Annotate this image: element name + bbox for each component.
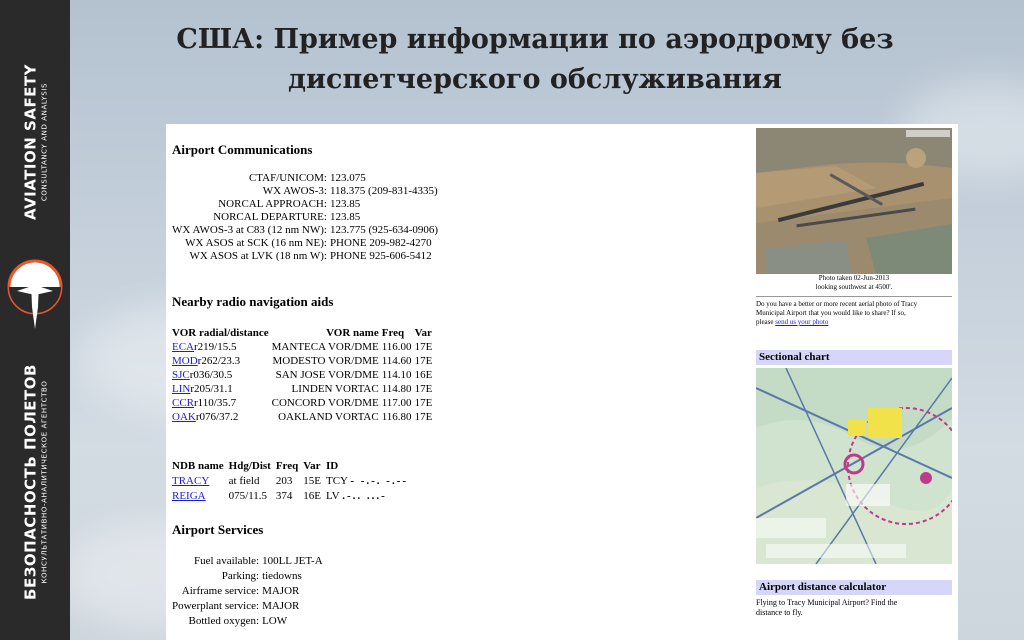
ndb-morse: .-.. ...- — [342, 490, 387, 502]
service-label: Airframe service: — [181, 585, 260, 597]
brand-top-main: AVIATION SAFETY — [21, 63, 40, 221]
photo-caption-line2: looking southwest at 4500'. — [815, 283, 893, 291]
vor-name: MANTECA VOR/DME — [271, 341, 379, 353]
photo-caption — [756, 274, 952, 292]
service-label: Parking: — [221, 570, 260, 582]
communications-heading: Airport Communications — [172, 142, 313, 157]
photo-caption-line1: Photo taken 02-Jun-2013 — [818, 274, 890, 282]
ndb-id: LV — [325, 490, 340, 502]
vor-id-link[interactable]: SJC — [172, 369, 190, 381]
services-table — [172, 554, 323, 629]
vor-var: 17E — [414, 341, 433, 353]
ndb-freq: 374 — [275, 490, 293, 502]
service-label: Powerplant service: — [172, 600, 260, 612]
comm-label: NORCAL DEPARTURE: — [213, 211, 327, 223]
vor-var: 17E — [414, 355, 433, 367]
vor-var-header: Var — [414, 327, 432, 339]
table-row — [172, 211, 438, 224]
table-row — [172, 396, 435, 410]
comm-value: 123.85 — [329, 211, 361, 223]
vor-freq: 117.00 — [381, 397, 412, 409]
table-row — [172, 614, 323, 629]
brand-sidebar — [0, 0, 70, 640]
divider — [756, 296, 952, 297]
ndb-id: TCY — [325, 475, 348, 487]
comm-value: 123.775 (925-634-0906) — [329, 224, 439, 236]
table-row — [172, 410, 435, 424]
sectional-chart-heading: Sectional chart — [756, 350, 952, 365]
table-row — [172, 382, 435, 396]
calc-text-line1: Flying to Tracy Municipal Airport? Find the — [756, 598, 898, 607]
ndb-name-link[interactable]: TRACY — [172, 475, 210, 487]
comm-value: 118.375 (209-831-4335) — [329, 185, 438, 197]
table-row — [172, 172, 438, 185]
ndb-hdg: 075/11.5 — [228, 490, 268, 502]
table-row — [172, 599, 323, 614]
vor-radial: r076/37.2 — [195, 411, 239, 423]
send-photo-link[interactable]: send us your photo — [775, 318, 829, 326]
table-row — [172, 185, 438, 198]
ndb-hdg-header: Hdg/Dist — [228, 460, 271, 472]
vor-var: 17E — [414, 383, 433, 395]
brand-top-text — [22, 64, 49, 220]
ndb-name-link[interactable]: REIGA — [172, 490, 206, 502]
table-row — [172, 237, 438, 250]
vor-var: 16E — [414, 369, 433, 381]
vor-id-link[interactable]: LIN — [172, 383, 191, 395]
comm-label: CTAF/UNICOM: — [248, 172, 327, 184]
slide-title-line2: диспетчерского обслуживания — [288, 64, 782, 95]
navaids-heading: Nearby radio navigation aids — [172, 294, 334, 309]
vor-var: 17E — [414, 411, 433, 423]
table-row — [172, 474, 413, 489]
table-header-row — [172, 326, 435, 340]
vor-radial-header: VOR radial/distance — [172, 327, 269, 339]
vor-name: OAKLAND VORTAC — [278, 411, 379, 423]
vor-radial: r262/23.3 — [197, 355, 241, 367]
photo-prompt-prefix: please — [756, 318, 774, 326]
ndb-table — [172, 459, 413, 504]
communications-table — [172, 172, 438, 263]
vor-id-link[interactable]: MOD — [172, 355, 198, 367]
table-header-row — [172, 459, 413, 474]
ndb-var: 16E — [303, 490, 321, 502]
service-value: MAJOR — [262, 600, 300, 612]
service-value: LOW — [262, 615, 288, 627]
distance-calculator-text — [756, 598, 952, 618]
table-row — [172, 224, 438, 237]
comm-label: WX ASOS at SCK (16 nm NE): — [185, 237, 327, 249]
ndb-morse: - -.-. -.-- — [350, 475, 409, 487]
distance-calculator-heading: Airport distance calculator — [756, 580, 952, 595]
airport-info-document — [166, 124, 958, 640]
comm-value: PHONE 925-606-5412 — [329, 250, 432, 262]
vor-id-link[interactable]: ECA — [172, 341, 194, 353]
ndb-freq-header: Freq — [275, 460, 299, 472]
table-row — [172, 250, 438, 263]
vor-radial: r205/31.1 — [190, 383, 233, 395]
service-value: MAJOR — [262, 585, 300, 597]
ndb-freq: 203 — [275, 475, 293, 487]
comm-value: 123.075 — [329, 172, 366, 184]
table-row — [172, 584, 323, 599]
table-row — [172, 554, 323, 569]
table-row — [172, 354, 435, 368]
vor-var: 17E — [414, 397, 433, 409]
services-heading: Airport Services — [172, 522, 264, 537]
vor-freq: 114.10 — [381, 369, 412, 381]
aviation-safety-logo-icon — [5, 255, 65, 335]
table-row — [172, 340, 435, 354]
comm-value: 123.85 — [329, 198, 361, 210]
vor-name: CONCORD VOR/DME — [271, 397, 379, 409]
comm-label: NORCAL APPROACH: — [218, 198, 327, 210]
table-row — [172, 198, 438, 211]
calc-text-line2: distance to fly. — [756, 608, 803, 617]
aerial-photo[interactable] — [756, 128, 952, 274]
brand-bottom-sub: КОНСУЛЬТАТИВНО-АНАЛИТИЧЕСКОЕ АГЕНТСТВО — [40, 380, 49, 584]
vor-freq-header: Freq — [381, 327, 405, 339]
sectional-chart-image[interactable] — [756, 368, 952, 564]
service-label: Bottled oxygen: — [188, 615, 260, 627]
ndb-name-header: NDB name — [172, 460, 224, 472]
service-value: 100LL JET-A — [262, 555, 323, 567]
table-row — [172, 569, 323, 584]
slide-title-line1: США: Пример информации по аэродрому без — [176, 24, 894, 55]
vor-freq: 116.80 — [381, 411, 412, 423]
vor-radial: r110/35.7 — [194, 397, 237, 409]
table-row — [172, 368, 435, 382]
ndb-hdg: at field — [228, 475, 260, 487]
ndb-var: 15E — [303, 475, 321, 487]
brand-bottom-text — [22, 364, 49, 600]
brand-top-sub: CONSULTANCY AND ANALYSIS — [40, 82, 49, 202]
vor-name-header: VOR name — [326, 327, 379, 339]
slide-title — [120, 20, 950, 100]
vor-freq: 114.80 — [381, 383, 412, 395]
table-row — [172, 489, 413, 504]
comm-value: PHONE 209-982-4270 — [329, 237, 432, 249]
vor-freq: 116.00 — [381, 341, 412, 353]
photo-prompt — [756, 300, 952, 327]
photo-prompt-line1: Do you have a better or more recent aerial photo of Tracy — [756, 300, 918, 308]
ndb-var-header: Var — [303, 460, 321, 472]
ndb-id-header: ID — [325, 460, 339, 472]
service-value: tiedowns — [262, 570, 302, 582]
vor-table — [172, 326, 435, 424]
vor-name: MODESTO VOR/DME — [272, 355, 379, 367]
vor-freq: 114.60 — [381, 355, 412, 367]
comm-label: WX AWOS-3: — [262, 185, 327, 197]
service-label: Fuel available: — [194, 555, 260, 567]
brand-bottom-main: БЕЗОПАСНОСТЬ ПОЛЕТОВ — [21, 364, 40, 600]
vor-radial: r036/30.5 — [189, 369, 233, 381]
vor-name: SAN JOSE VOR/DME — [275, 369, 379, 381]
comm-label: WX AWOS-3 at C83 (12 nm NW): — [172, 224, 327, 236]
photo-prompt-line2: Municipal Airport that you would like to share? If so, — [756, 309, 906, 317]
comm-label: WX ASOS at LVK (18 nm W): — [189, 250, 327, 262]
vor-id-link[interactable]: CCR — [172, 397, 195, 409]
vor-name: LINDEN VORTAC — [291, 383, 379, 395]
vor-radial: r219/15.5 — [194, 341, 237, 353]
vor-id-link[interactable]: OAK — [172, 411, 196, 423]
